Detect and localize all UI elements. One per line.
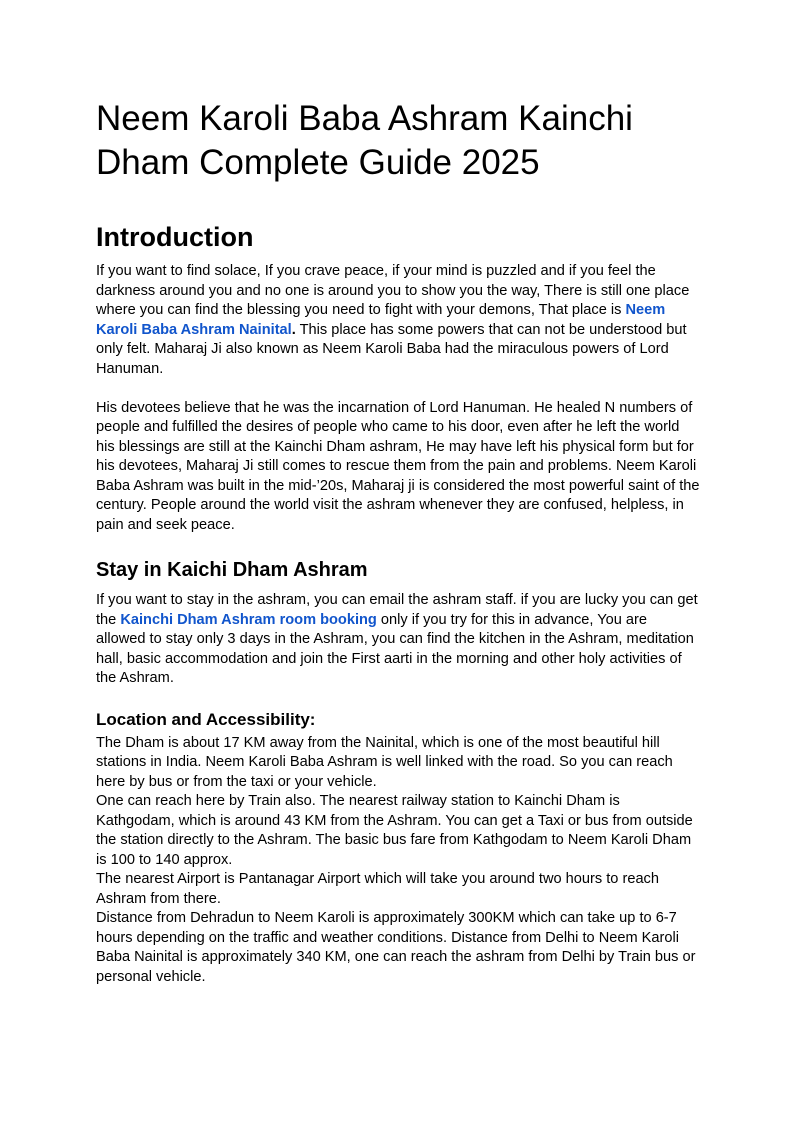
location-paragraph-train: One can reach here by Train also. The nearest railway station to Kainchi Dham is Kathgodam, which is around 43 KM from the Ashram. You can get a Taxi or bus from outside the station directly to the Ashram. The basic bus fare from Kathgodam to Neem Karoli Dham is 100 to 140 approx. [96,793,693,868]
room-booking-link[interactable]: Kainchi Dham Ashram room booking [120,611,377,628]
location-paragraph-airport: The nearest Airport is Pantanagar Airport which will take you around two hours to reach Ashram from there. [96,871,659,907]
stay-text-before-link: If you want to stay in the ashram, you can email the ashram staff. if you are lucky you can get the [96,592,698,628]
stay-text-after-link: only if you try for this in advance, You are allowed to stay only 3 days in the Ashram, you can find the kitchen in the Ashram, meditation hall, basic accommodation and join the First aarti in the morning and other holy activities of the Ashram. [96,611,694,686]
page-title: Neem Karoli Baba Ashram Kainchi Dham Complete Guide 2025 [96,99,633,182]
stay-paragraph [96,591,700,689]
introduction-text-before-link: If you want to find solace, If you crave peace, if your mind is puzzled and if you feel the darkness around you and no one is around you to show you the way, There is still one place where you can find the blessing you need to fight with your demons, That place is [96,263,690,318]
neem-karoli-ashram-nainital-link[interactable]: Neem Karoli Baba Ashram Nainital [96,302,666,338]
paragraph-spacer [96,379,700,399]
introduction-text-after-link: This place has some powers that can not be understood but only felt. Maharaj Ji also known as Neem Karoli Baba had the miraculous powers of Lord Hanuman. [96,321,687,377]
introduction-heading: Introduction [96,222,254,252]
introduction-paragraph-2: His devotees believe that he was the incarnation of Lord Hanuman. He healed N numbers of people and fulfilled the desires of people who came to his door, even after he left the world his blessings are still at the Kainchi Dham ashram, He may have left his physical form but for his devotees, Maharaj Ji still comes to rescue them from the pain and problems. Neem Karoli Baba Ashram was built in the mid-’20s, Maharaj ji is considered the most powerful saint of the century. People around the world visit the ashram whenever they are confused, helpless, in pain and seek peace. [96,399,700,533]
location-paragraph-road: The Dham is about 17 KM away from the Nainital, which is one of the most beautiful hill stations in India. Neem Karoli Baba Ashram is well linked with the road. So you can reach here by bus or from the taxi or your vehicle. [96,734,673,790]
introduction-link-period: . [291,321,296,338]
stay-heading: Stay in Kaichi Dham Ashram [96,559,368,581]
introduction-paragraph-1 [96,262,700,379]
location-paragraph-distance: Distance from Dehradun to Neem Karoli is approximately 300KM which can take up to 6-7 hours depending on the traffic and weather conditions. Distance from Delhi to Neem Karoli Baba Nainital is approximately 340 KM, one can reach the ashram from Delhi by Train bus or personal vehicle. [96,910,696,985]
location-heading: Location and Accessibility: [96,709,316,729]
